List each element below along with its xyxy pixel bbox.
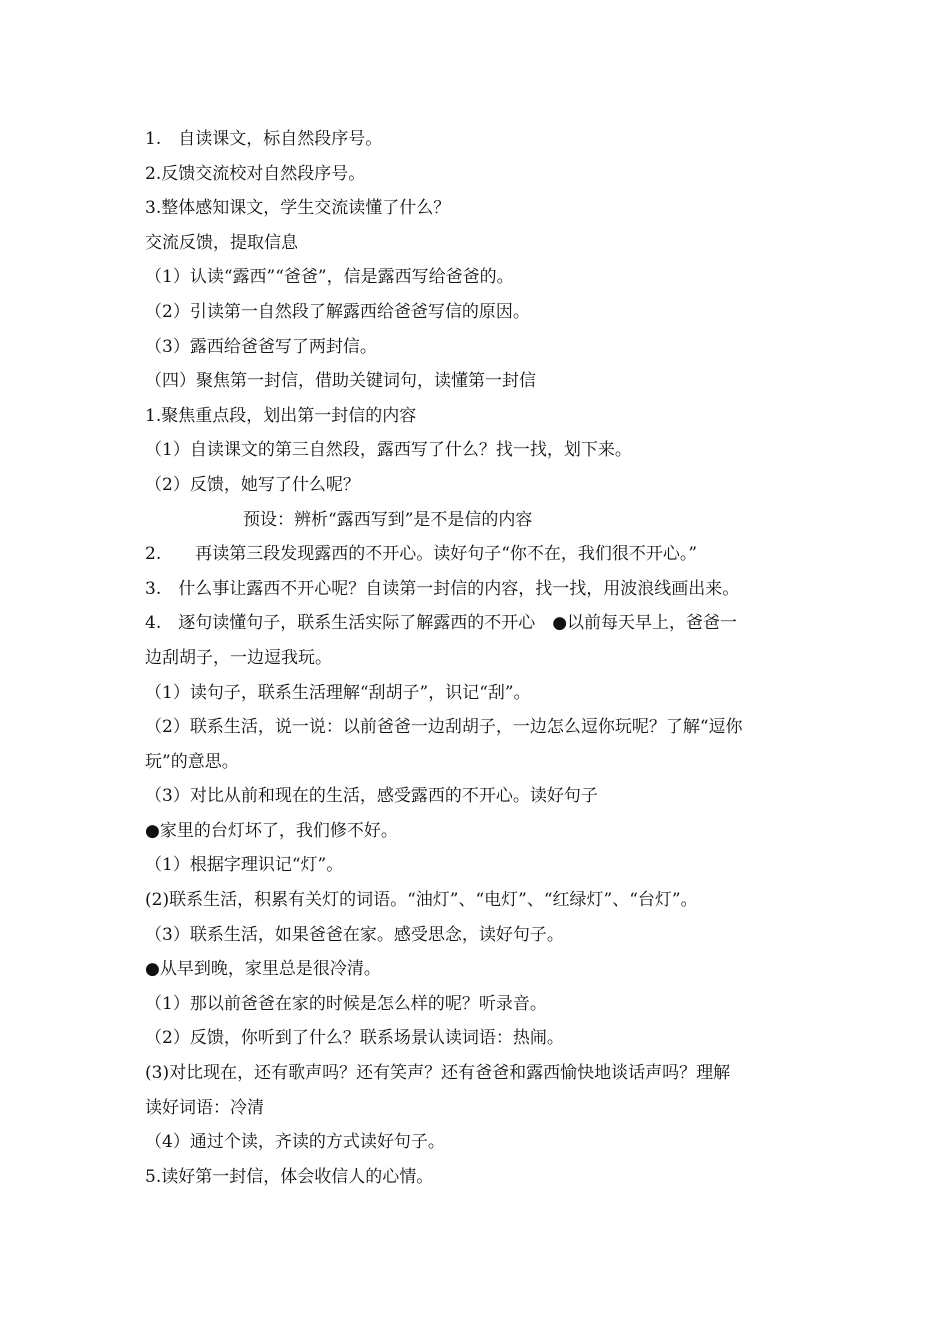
text-line: （1）自读课文的第三自然段，露西写了什么？找一找，划下来。 — [145, 440, 632, 461]
text-line: （1）读句子，联系生活理解“刮胡子”，识记“刮”。 — [145, 682, 531, 703]
text-line: 交流反馈，提取信息 — [145, 232, 298, 253]
text-line: （2）联系生活，说一说：以前爸爸一边刮胡子，一边怎么逗你玩呢？了解“逗你 — [145, 717, 743, 738]
text-line: （4）通过个读，齐读的方式读好句子。 — [145, 1132, 445, 1153]
text-line: (2)联系生活，积累有关灯的词语。“油灯”、“电灯”、“红绿灯”、“台灯”。 — [145, 890, 698, 911]
text-line: （1）认读“露西”“爸爸”，信是露西写给爸爸的。 — [145, 267, 514, 288]
text-line: 2.反馈交流校对自然段序号。 — [145, 163, 366, 184]
text-line: 边刮胡子，一边逗我玩。 — [145, 647, 332, 668]
section-heading: （四）聚焦第一封信，借助关键词句，读懂第一封信 — [145, 371, 536, 392]
text-line: （2）反馈，她写了什么呢？ — [145, 474, 360, 495]
text-line: 5.读好第一封信，体会收信人的心情。 — [145, 1166, 434, 1187]
text-line: （3）对比从前和现在的生活，感受露西的不开心。读好句子 — [145, 786, 598, 807]
text-line: （3）露西给爸爸写了两封信。 — [145, 336, 377, 357]
text-line: 3. 什么事让露西不开心呢？自读第一封信的内容，找一找，用波浪线画出来。 — [145, 578, 740, 599]
text-line: （3）联系生活，如果爸爸在家。感受思念，读好句子。 — [145, 924, 564, 945]
text-line: 3.整体感知课文，学生交流读懂了什么？ — [145, 198, 451, 219]
text-line: 1. 自读课文，标自然段序号。 — [145, 129, 383, 149]
text-line: （1）那以前爸爸在家的时候是怎么样的呢？听录音。 — [145, 993, 547, 1014]
text-line: （2）反馈，你听到了什么？联系场景认读词语：热闹。 — [145, 1028, 564, 1049]
text-line: （1）根据字理识记“灯”。 — [145, 855, 344, 876]
text-line: ●家里的台灯坏了，我们修不好。 — [145, 820, 398, 841]
preset-note: 预设：辨析“露西写到”是不是信的内容 — [243, 509, 533, 530]
text-line: 玩”的意思。 — [145, 751, 239, 772]
text-line: （2）引读第一自然段了解露西给爸爸写信的原因。 — [145, 301, 530, 322]
text-line: 4. 逐句读懂句子，联系生活实际了解露西的不开心 ●以前每天早上，爸爸一 — [145, 613, 738, 634]
text-line: 读好词语：冷清 — [145, 1097, 264, 1118]
text-line: (3)对比现在，还有歌声吗？还有笑声？还有爸爸和露西愉快地谈话声吗？理解 — [145, 1063, 731, 1084]
text-line: ●从早到晚，家里总是很冷清。 — [145, 959, 381, 980]
text-line: 2. 再读第三段发现露西的不开心。读好句子“你不在，我们很不开心。” — [145, 544, 698, 565]
text-line: 1.聚焦重点段，划出第一封信的内容 — [145, 405, 417, 426]
lesson-plan-text — [145, 122, 815, 1194]
